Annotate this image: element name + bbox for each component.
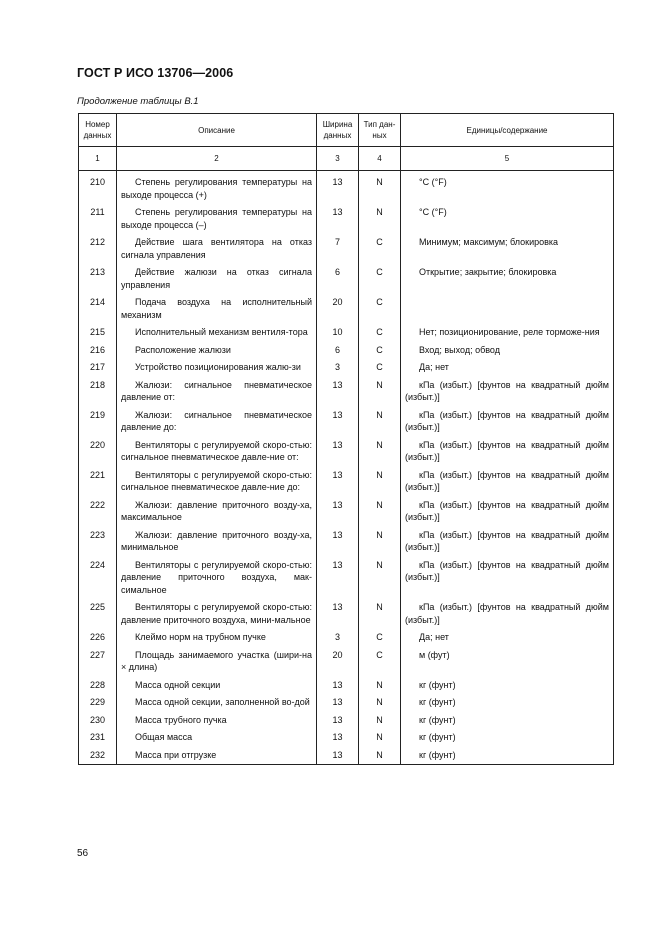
table-row	[79, 629, 614, 647]
row-units: кПа (избыт.) [фунтов на квадратный дюйм (избыт.)]	[401, 467, 614, 497]
row-width: 13	[317, 599, 359, 629]
row-type: N	[359, 437, 401, 467]
row-number: 228	[79, 677, 117, 695]
row-type: N	[359, 467, 401, 497]
header-number: Номер данных	[79, 114, 117, 147]
row-description: Расположение жалюзи	[117, 342, 317, 360]
row-width: 20	[317, 647, 359, 677]
row-type: N	[359, 712, 401, 730]
table-row	[79, 171, 614, 205]
data-table	[78, 113, 614, 765]
row-width: 3	[317, 629, 359, 647]
row-description: Действие шага вентилятора на отказ сигнала управления	[117, 234, 317, 264]
row-units: Открытие; закрытие; блокировка	[401, 264, 614, 294]
row-width: 13	[317, 171, 359, 205]
document-header: ГОСТ Р ИСО 13706—2006	[77, 66, 234, 80]
row-type: N	[359, 729, 401, 747]
row-number: 225	[79, 599, 117, 629]
row-number: 230	[79, 712, 117, 730]
row-description: Исполнительный механизм вентиля-тора	[117, 324, 317, 342]
row-width: 13	[317, 527, 359, 557]
table-row	[79, 694, 614, 712]
row-description: Масса одной секции	[117, 677, 317, 695]
row-units: Нет; позиционирование, реле торможе-ния	[401, 324, 614, 342]
row-description: Вентиляторы с регулируемой скоро-стью: сигнальное пневматическое давле-ние от:	[117, 437, 317, 467]
table-row	[79, 677, 614, 695]
row-type: N	[359, 407, 401, 437]
row-number: 213	[79, 264, 117, 294]
row-description: Масса при отгрузке	[117, 747, 317, 765]
table-row	[79, 407, 614, 437]
column-number: 5	[401, 147, 614, 171]
row-number: 223	[79, 527, 117, 557]
table-row	[79, 527, 614, 557]
row-width: 7	[317, 234, 359, 264]
row-description: Вентиляторы с регулируемой скоро-стью: сигнальное пневматическое давле-ние до:	[117, 467, 317, 497]
row-type: N	[359, 599, 401, 629]
row-description: Площадь занимаемого участка (шири-на × длина)	[117, 647, 317, 677]
row-units: кг (фунт)	[401, 747, 614, 765]
row-units: м (фут)	[401, 647, 614, 677]
row-type: N	[359, 171, 401, 205]
table-row	[79, 467, 614, 497]
row-number: 218	[79, 377, 117, 407]
row-width: 13	[317, 377, 359, 407]
row-width: 13	[317, 497, 359, 527]
column-number: 3	[317, 147, 359, 171]
header-row	[79, 114, 614, 147]
row-width: 20	[317, 294, 359, 324]
header-description: Описание	[117, 114, 317, 147]
row-width: 6	[317, 342, 359, 360]
row-units: кг (фунт)	[401, 729, 614, 747]
table-caption: Продолжение таблицы В.1	[77, 96, 199, 107]
row-description: Жалюзи: давление приточного возду-ха, максимальное	[117, 497, 317, 527]
table-row	[79, 437, 614, 467]
row-number: 216	[79, 342, 117, 360]
row-units: кг (фунт)	[401, 677, 614, 695]
row-width: 13	[317, 204, 359, 234]
row-number: 212	[79, 234, 117, 264]
table-row	[79, 264, 614, 294]
page-number: 56	[77, 848, 89, 859]
row-type: C	[359, 359, 401, 377]
row-number: 231	[79, 729, 117, 747]
row-width: 13	[317, 694, 359, 712]
row-type: N	[359, 204, 401, 234]
column-number: 1	[79, 147, 117, 171]
row-number: 219	[79, 407, 117, 437]
row-width: 13	[317, 407, 359, 437]
table-row	[79, 204, 614, 234]
row-type: C	[359, 629, 401, 647]
row-width: 10	[317, 324, 359, 342]
row-number: 227	[79, 647, 117, 677]
table-row	[79, 342, 614, 360]
row-units: °C (°F)	[401, 171, 614, 205]
table-row	[79, 557, 614, 600]
row-units: Минимум; максимум; блокировка	[401, 234, 614, 264]
row-number: 215	[79, 324, 117, 342]
table-row	[79, 747, 614, 765]
row-description: Устройство позиционирования жалю-зи	[117, 359, 317, 377]
table-row	[79, 497, 614, 527]
row-description: Вентиляторы с регулируемой скоро-стью: давление приточного воздуха, мак-симальное	[117, 557, 317, 600]
row-type: N	[359, 557, 401, 600]
row-width: 13	[317, 712, 359, 730]
table-row	[79, 377, 614, 407]
row-width: 13	[317, 557, 359, 600]
row-units: кг (фунт)	[401, 694, 614, 712]
row-units	[401, 294, 614, 324]
header-type: Тип дан-ных	[359, 114, 401, 147]
table-row	[79, 647, 614, 677]
row-description: Жалюзи: сигнальное пневматическое давление до:	[117, 407, 317, 437]
row-width: 13	[317, 437, 359, 467]
row-units: Да; нет	[401, 359, 614, 377]
row-number: 220	[79, 437, 117, 467]
row-description: Клеймо норм на трубном пучке	[117, 629, 317, 647]
row-number: 211	[79, 204, 117, 234]
table-body	[79, 171, 614, 765]
row-units: кПа (избыт.) [фунтов на квадратный дюйм (избыт.)]	[401, 377, 614, 407]
row-width: 13	[317, 729, 359, 747]
row-description: Масса одной секции, заполненной во-дой	[117, 694, 317, 712]
row-units: кПа (избыт.) [фунтов на квадратный дюйм (избыт.)]	[401, 527, 614, 557]
row-number: 217	[79, 359, 117, 377]
row-description: Масса трубного пучка	[117, 712, 317, 730]
row-number: 229	[79, 694, 117, 712]
header-width: Ширина данных	[317, 114, 359, 147]
column-number: 4	[359, 147, 401, 171]
row-units: Да; нет	[401, 629, 614, 647]
row-description: Жалюзи: давление приточного возду-ха, минимальное	[117, 527, 317, 557]
table-row	[79, 729, 614, 747]
row-units: кПа (избыт.) [фунтов на квадратный дюйм (избыт.)]	[401, 497, 614, 527]
row-description: Подача воздуха на исполнительный механизм	[117, 294, 317, 324]
row-number: 226	[79, 629, 117, 647]
row-type: N	[359, 747, 401, 765]
row-type: N	[359, 694, 401, 712]
table-row	[79, 712, 614, 730]
row-type: C	[359, 294, 401, 324]
row-width: 6	[317, 264, 359, 294]
row-description: Степень регулирования температуры на выходе процесса (+)	[117, 171, 317, 205]
row-type: C	[359, 647, 401, 677]
row-description: Действие жалюзи на отказ сигнала управления	[117, 264, 317, 294]
row-type: N	[359, 377, 401, 407]
row-units: кПа (избыт.) [фунтов на квадратный дюйм (избыт.)]	[401, 557, 614, 600]
row-type: N	[359, 527, 401, 557]
row-description: Жалюзи: сигнальное пневматическое давление от:	[117, 377, 317, 407]
row-type: C	[359, 342, 401, 360]
row-type: C	[359, 324, 401, 342]
row-number: 214	[79, 294, 117, 324]
row-units: кПа (избыт.) [фунтов на квадратный дюйм (избыт.)]	[401, 437, 614, 467]
row-number: 221	[79, 467, 117, 497]
row-width: 3	[317, 359, 359, 377]
row-width: 13	[317, 677, 359, 695]
row-width: 13	[317, 747, 359, 765]
row-units: Вход; выход; обвод	[401, 342, 614, 360]
table-row	[79, 294, 614, 324]
column-number: 2	[117, 147, 317, 171]
table-head	[79, 114, 614, 171]
row-number: 210	[79, 171, 117, 205]
row-description: Вентиляторы с регулируемой скоро-стью: давление приточного воздуха, мини-мальное	[117, 599, 317, 629]
table-row	[79, 324, 614, 342]
row-description: Общая масса	[117, 729, 317, 747]
row-type: C	[359, 264, 401, 294]
row-number: 222	[79, 497, 117, 527]
header-units: Единицы/содержание	[401, 114, 614, 147]
row-units: кПа (избыт.) [фунтов на квадратный дюйм (избыт.)]	[401, 599, 614, 629]
row-description: Степень регулирования температуры на выходе процесса (–)	[117, 204, 317, 234]
row-width: 13	[317, 467, 359, 497]
table-row	[79, 234, 614, 264]
row-type: C	[359, 234, 401, 264]
column-number-row	[79, 147, 614, 171]
row-units: кПа (избыт.) [фунтов на квадратный дюйм (избыт.)]	[401, 407, 614, 437]
table-row	[79, 599, 614, 629]
row-units: кг (фунт)	[401, 712, 614, 730]
row-number: 224	[79, 557, 117, 600]
table-row	[79, 359, 614, 377]
row-units: °C (°F)	[401, 204, 614, 234]
row-number: 232	[79, 747, 117, 765]
row-type: N	[359, 677, 401, 695]
row-type: N	[359, 497, 401, 527]
